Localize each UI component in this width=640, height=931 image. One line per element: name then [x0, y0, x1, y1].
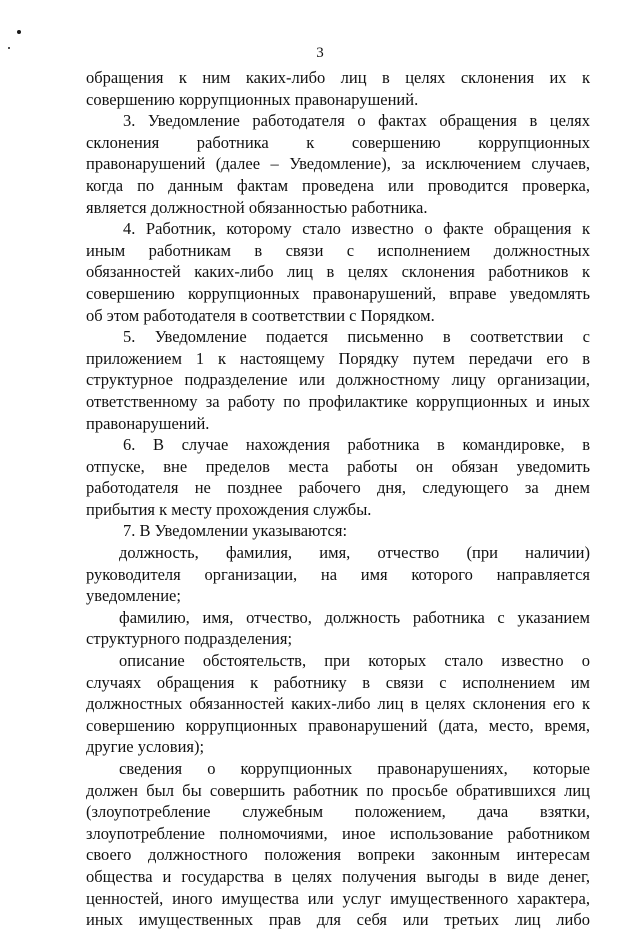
text-line: структурного подразделения;	[86, 629, 293, 649]
text-line: правонарушений.	[86, 413, 210, 433]
text-line: ценностей, иного имущества или услуг имущественного характера,	[86, 888, 590, 908]
text-line: является должностной обязанностью работника.	[86, 197, 428, 217]
text-line: общества и государства в целях получения выгоды в виде денег,	[86, 866, 590, 886]
text-line: случаях обращения к работнику в связи с исполнением им	[86, 672, 590, 692]
text-line: своего должностного положения вопреки законным интересам	[86, 845, 590, 865]
text-line: об этом работодателя в соответствии с Порядком.	[86, 305, 435, 325]
text-line: (злоупотребление служебным положением, дача взятки,	[86, 802, 590, 822]
text-line: обязанностей каких-либо лиц в целях склонения работников к	[86, 262, 590, 282]
text-line: руководителя организации, на имя которого направляется	[86, 564, 590, 584]
document-body	[86, 67, 590, 931]
text-line: совершению коррупционных правонарушений (дата, место, время,	[86, 715, 590, 735]
text-line: структурное подразделение или должностному лицу организации,	[86, 370, 590, 390]
text-line: ответственному за работу по профилактике коррупционных и иных	[86, 391, 590, 411]
text-line: совершению коррупционных правонарушений, вправе уведомлять	[86, 283, 590, 303]
text-line: работодателя не позднее рабочего дня, следующего за днем	[86, 478, 590, 498]
text-line: фамилию, имя, отчество, должность работника с указанием	[119, 607, 590, 627]
text-line: приложением 1 к настоящему Порядку путем передачи его в	[86, 348, 590, 368]
text-line: иным работникам в связи с исполнением должностных	[86, 240, 590, 260]
page-number: 3	[316, 45, 324, 61]
text-line: совершению коррупционных правонарушений.	[86, 89, 419, 109]
text-line: 4. Работник, которому стало известно о факте обращения к	[123, 219, 590, 239]
text-line: должность, фамилия, имя, отчество (при наличии)	[119, 543, 590, 563]
text-line: 7. В Уведомлении указываются:	[123, 521, 348, 541]
text-line: 6. В случае нахождения работника в командировке, в	[123, 435, 590, 455]
text-line: другие условия);	[86, 737, 205, 757]
text-line: правонарушений (далее – Уведомление), за исключением случаев,	[86, 154, 590, 174]
text-line: должен был бы совершить работник по просьбе обратившихся лиц	[86, 780, 590, 800]
text-line: иных имущественных прав для себя или третьих лиц либо	[86, 910, 590, 930]
text-line: уведомление;	[86, 586, 181, 606]
text-line: отпуске, вне пределов места работы он обязан уведомить	[86, 456, 590, 476]
text-line: злоупотребление полномочиями, иное использование работником	[86, 823, 590, 843]
text-line: описание обстоятельств, при которых стало известно о	[119, 651, 590, 671]
text-line: 5. Уведомление подается письменно в соответствии с	[123, 327, 590, 347]
text-line: когда по данным фактам проведена или проводится проверка,	[86, 175, 590, 195]
text-line: должностных обязанностей каких-либо лиц в целях склонения его к	[86, 694, 590, 714]
text-line: обращения к ним каких-либо лиц в целях склонения их к	[86, 68, 590, 87]
text-line: 3. Уведомление работодателя о фактах обращения в целях	[123, 111, 590, 131]
scan-speck	[17, 30, 21, 34]
text-line: склонения работника к совершению коррупционных	[86, 132, 590, 152]
text-line: сведения о коррупционных правонарушениях, которые	[119, 759, 590, 778]
text-line: прибытия к месту прохождения службы.	[86, 499, 372, 519]
